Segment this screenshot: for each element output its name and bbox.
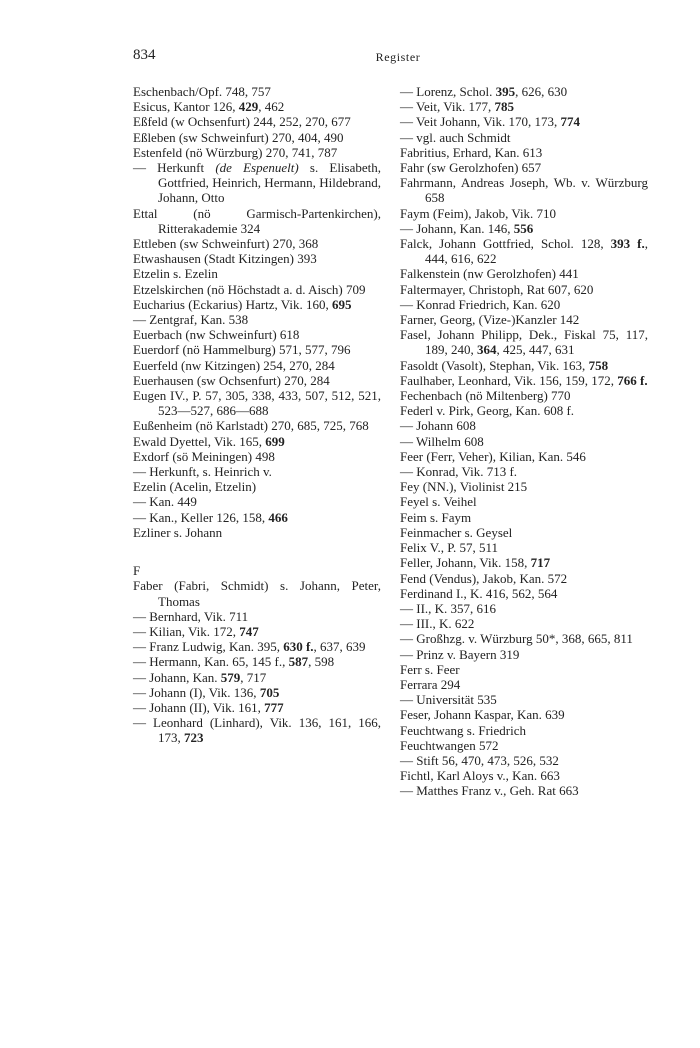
page-reference-bold: 785 — [494, 99, 514, 115]
entry-text: — Kilian, Vik. 172, — [133, 623, 240, 639]
entry-text: — Konrad Friedrich, Kan. 620 — [400, 296, 561, 312]
index-entry — [400, 601, 648, 616]
index-entry — [400, 373, 648, 388]
entry-text: Fahrmann, Andreas Joseph, Wb. v. Würzburg 658 — [400, 175, 648, 206]
index-entry — [133, 609, 381, 624]
index-entry — [400, 434, 648, 449]
entry-text: — Universität 535 — [400, 692, 497, 708]
index-entry — [133, 654, 381, 669]
page-reference-bold: 393 f. — [610, 236, 645, 252]
entry-text: Fabritius, Erhard, Kan. 613 — [400, 144, 543, 160]
index-entry — [400, 510, 648, 525]
entry-text: Fasel, Johann Philipp, Dek., Fiskal 75, 117, 189, 240, — [400, 327, 648, 358]
entry-text: Eschenbach/Opf. 748, 757 — [133, 84, 271, 99]
entry-text: Faulhaber, Leonhard, Vik. 156, 159, 172, — [400, 372, 618, 388]
index-entry — [400, 707, 648, 722]
page-reference-bold: 766 f. — [617, 372, 648, 388]
index-entry — [133, 670, 381, 685]
index-entry — [400, 525, 648, 540]
index-entry — [133, 388, 381, 418]
index-entry — [133, 700, 381, 715]
index-entry — [400, 282, 648, 297]
index-entry — [400, 738, 648, 753]
entry-text: Ewald Dyettel, Vik. 165, — [133, 433, 266, 449]
entry-text: Eßleben (sw Schweinfurt) 270, 404, 490 — [133, 129, 344, 145]
page-reference-bold: 395 — [495, 84, 516, 99]
index-entry — [133, 160, 381, 206]
index-entry — [133, 251, 381, 266]
index-entry — [400, 631, 648, 646]
entry-text: Fey (NN.), Violinist 215 — [400, 479, 528, 495]
entry-text: — Herkunft — [133, 160, 216, 176]
index-entry — [133, 130, 381, 145]
entry-text: — Johann (I), Vik. 136, — [133, 684, 260, 700]
page-reference-bold: 556 — [513, 220, 534, 236]
index-entry — [400, 206, 648, 221]
section-gap — [133, 540, 381, 563]
entry-text: Feinmacher s. Geysel — [400, 524, 513, 540]
index-entry — [400, 358, 648, 373]
page-reference-bold: 777 — [264, 699, 284, 715]
entry-text: , 626, 630 — [515, 84, 568, 99]
index-column-left — [133, 84, 381, 746]
index-entry — [400, 494, 648, 509]
entry-text: Farner, Georg, (Vize-)Kanzler 142 — [400, 312, 580, 328]
entry-text: , 637, 639 — [313, 639, 366, 655]
index-entry — [133, 266, 381, 281]
page-reference-bold: 699 — [265, 433, 285, 449]
entry-text: Euerhausen (sw Ochsenfurt) 270, 284 — [133, 372, 330, 388]
page-number: 834 — [133, 47, 156, 63]
entry-text: Feuchtwangen 572 — [400, 737, 499, 753]
index-entry — [133, 464, 381, 479]
entry-text: — Prinz v. Bayern 319 — [400, 646, 520, 662]
index-entry — [133, 624, 381, 639]
entry-text: Fasoldt (Vasolt), Stephan, Vik. 163, — [400, 357, 589, 373]
index-entry — [400, 160, 648, 175]
index-entry — [133, 715, 381, 745]
entry-text: , 717 — [240, 669, 267, 685]
index-entry — [400, 221, 648, 236]
entry-text: — Johann 608 — [400, 418, 476, 434]
index-entry — [133, 494, 381, 509]
index-entry — [400, 449, 648, 464]
entry-text: — Großhzg. v. Würzburg 50*, 368, 665, 811 — [400, 631, 633, 647]
entry-text: Ezliner s. Johann — [133, 524, 223, 540]
index-entry — [400, 586, 648, 601]
entry-text: Estenfeld (nö Würzburg) 270, 741, 787 — [133, 144, 338, 160]
page-reference-bold: 587 — [288, 654, 309, 670]
entry-text: Felix V., P. 57, 511 — [400, 540, 499, 556]
entry-text: Ettal (nö Garmisch-Partenkirchen), Ritterakademie 324 — [133, 205, 381, 236]
entry-text: — Herkunft, s. Heinrich v. — [133, 464, 272, 480]
index-entry — [400, 130, 648, 145]
index-entry — [400, 555, 648, 570]
index-entry — [400, 145, 648, 160]
page-reference-bold: 429 — [238, 99, 259, 115]
entry-text: Feser, Johann Kaspar, Kan. 639 — [400, 707, 565, 723]
page-reference-bold: 364 — [477, 342, 497, 358]
entry-text: — vgl. auch Schmidt — [400, 129, 511, 145]
index-entry — [400, 783, 648, 798]
index-entry — [133, 373, 381, 388]
entry-text: Fahr (sw Gerolzhofen) 657 — [400, 160, 542, 176]
index-entry — [400, 266, 648, 281]
page-reference-bold: 747 — [239, 623, 259, 639]
index-entry — [400, 616, 648, 631]
index-entry — [133, 639, 381, 654]
entry-text: Etzelskirchen (nö Höchstadt a. d. Aisch) 709 — [133, 281, 366, 297]
index-entry — [400, 464, 648, 479]
entry-text: — Hermann, Kan. 65, 145 f., — [133, 654, 289, 670]
page-reference-bold: 723 — [184, 730, 204, 746]
index-entry — [400, 677, 648, 692]
index-entry — [133, 297, 381, 312]
entry-text: — Leonhard (Linhard), Vik. 136, 161, 166, 173, — [133, 715, 381, 746]
index-entry — [133, 282, 381, 297]
index-entry — [133, 206, 381, 236]
index-entry — [400, 571, 648, 586]
entry-text: — Kan. 449 — [133, 494, 197, 510]
entry-text: Feuchtwang s. Friedrich — [400, 722, 527, 738]
index-entry — [400, 297, 648, 312]
entry-text: — Kan., Keller 126, 158, — [133, 509, 269, 525]
index-entry — [133, 479, 381, 494]
index-entry — [133, 145, 381, 160]
entry-text: Feyel s. Veihel — [400, 494, 477, 510]
index-entry — [400, 236, 648, 266]
entry-text: Fend (Vendus), Jakob, Kan. 572 — [400, 570, 568, 586]
entry-text: — Johann, Kan. 146, — [400, 220, 514, 236]
entry-text: — Stift 56, 470, 473, 526, 532 — [400, 752, 559, 768]
entry-text: Eßfeld (w Ochsenfurt) 244, 252, 270, 677 — [133, 114, 351, 130]
index-entry — [133, 358, 381, 373]
index-entry — [133, 525, 381, 540]
index-entry — [400, 388, 648, 403]
index-entry — [400, 84, 648, 99]
entry-text: Euerbach (nw Schweinfurt) 618 — [133, 327, 300, 343]
index-entry — [400, 312, 648, 327]
entry-text: Feer (Ferr, Veher), Kilian, Kan. 546 — [400, 448, 586, 464]
entry-text: Euerfeld (nw Kitzingen) 254, 270, 284 — [133, 357, 335, 373]
entry-text: Ettleben (sw Schweinfurt) 270, 368 — [133, 236, 319, 252]
entry-text: Etzelin s. Ezelin — [133, 266, 218, 282]
page-reference-bold: 695 — [331, 296, 352, 312]
index-column-right — [400, 84, 648, 799]
index-entry — [400, 99, 648, 114]
index-entry — [133, 418, 381, 433]
entry-text: s. Elisabeth, Gottfried, Heinrich, Hermann, Hildebrand, Johann, Otto — [158, 160, 382, 206]
entry-text: Esicus, Kantor 126, — [133, 99, 239, 115]
index-entry — [400, 114, 648, 129]
index-entry — [133, 342, 381, 357]
entry-text: Faym (Feim), Jakob, Vik. 710 — [400, 205, 557, 221]
entry-text: Falck, Johann Gottfried, Schol. 128, — [400, 236, 611, 252]
entry-text: Fechenbach (nö Miltenberg) 770 — [400, 388, 571, 404]
index-entry — [400, 662, 648, 677]
index-entry — [400, 540, 648, 555]
entry-text: — Franz Ludwig, Kan. 395, — [133, 639, 284, 655]
running-head: Register — [375, 50, 421, 64]
entry-text: Ferrara 294 — [400, 676, 461, 692]
entry-text: Eucharius (Eckarius) Hartz, Vik. 160, — [133, 296, 332, 312]
index-entry — [400, 327, 648, 357]
entry-text: — Wilhelm 608 — [400, 433, 484, 449]
page-reference-bold: 774 — [560, 114, 581, 130]
page-reference-bold: 630 f. — [283, 639, 314, 655]
entry-text: Ferr s. Feer — [400, 661, 460, 677]
index-entry — [400, 403, 648, 418]
entry-text: Etwashausen (Stadt Kitzingen) 393 — [133, 251, 317, 267]
entry-text: — Matthes Franz v., Geh. Rat 663 — [400, 783, 579, 799]
index-entry — [400, 647, 648, 662]
index-entry — [133, 510, 381, 525]
index-entry — [133, 312, 381, 327]
entry-text: Euerdorf (nö Hammelburg) 571, 577, 796 — [133, 342, 351, 358]
entry-text: — Veit, Vik. 177, — [400, 99, 495, 115]
index-entry — [133, 685, 381, 700]
entry-text: — Konrad, Vik. 713 f. — [400, 464, 518, 480]
entry-text: Eugen IV., P. 57, 305, 338, 433, 507, 512, 521, 523—527, 686—688 — [133, 388, 381, 419]
entry-text: Ezelin (Acelin, Etzelin) — [133, 479, 257, 495]
entry-text: Eußenheim (nö Karlstadt) 270, 685, 725, 768 — [133, 418, 369, 434]
index-entry — [133, 99, 381, 114]
entry-text: Federl v. Pirk, Georg, Kan. 608 f. — [400, 403, 575, 419]
entry-text: — III., K. 622 — [400, 616, 475, 632]
index-entry — [400, 723, 648, 738]
entry-text: — II., K. 357, 616 — [400, 600, 497, 616]
entry-text: Faltermayer, Christoph, Rat 607, 620 — [400, 281, 594, 297]
entry-italic: (de Espenuelt) — [215, 160, 299, 176]
entry-text: , 425, 447, 631 — [496, 342, 575, 358]
index-entry — [133, 114, 381, 129]
index-entry — [400, 692, 648, 707]
entry-text: , 444, 616, 622 — [425, 236, 648, 267]
index-entry — [400, 753, 648, 768]
entry-text: Ferdinand I., K. 416, 562, 564 — [400, 585, 558, 601]
page-reference-bold: 466 — [268, 509, 288, 525]
entry-text: — Lorenz, Schol. — [400, 84, 496, 99]
index-entry — [133, 434, 381, 449]
index-entry — [400, 175, 648, 205]
index-entry — [133, 449, 381, 464]
page-reference-bold: 579 — [220, 669, 241, 685]
index-entry — [133, 84, 381, 99]
entry-text: , 598 — [308, 654, 335, 670]
entry-text: F — [133, 563, 141, 579]
page-reference-bold: 705 — [259, 684, 280, 700]
entry-text: — Johann, Kan. — [133, 669, 221, 685]
index-entry — [400, 768, 648, 783]
entry-text: — Veit Johann, Vik. 170, 173, — [400, 114, 561, 130]
entry-text: — Bernhard, Vik. 711 — [133, 608, 249, 624]
entry-text: Exdorf (sö Meiningen) 498 — [133, 448, 275, 464]
index-entry — [400, 418, 648, 433]
index-entry — [133, 236, 381, 251]
entry-text: — Zentgraf, Kan. 538 — [133, 312, 249, 328]
page-reference-bold: 717 — [530, 555, 551, 571]
entry-text: Feller, Johann, Vik. 158, — [400, 555, 531, 571]
index-entry — [133, 578, 381, 608]
entry-text: — Johann (II), Vik. 161, — [133, 699, 265, 715]
section-letter — [133, 563, 381, 578]
entry-text: Falkenstein (nw Gerolzhofen) 441 — [400, 266, 579, 282]
index-entry — [133, 327, 381, 342]
entry-text: Fichtl, Karl Aloys v., Kan. 663 — [400, 768, 560, 784]
entry-text: Faber (Fabri, Schmidt) s. Johann, Peter, Thomas — [133, 578, 381, 609]
index-entry — [400, 479, 648, 494]
entry-text: , 462 — [258, 99, 285, 115]
entry-text: Feim s. Faym — [400, 509, 472, 525]
page-reference-bold: 758 — [588, 357, 609, 373]
